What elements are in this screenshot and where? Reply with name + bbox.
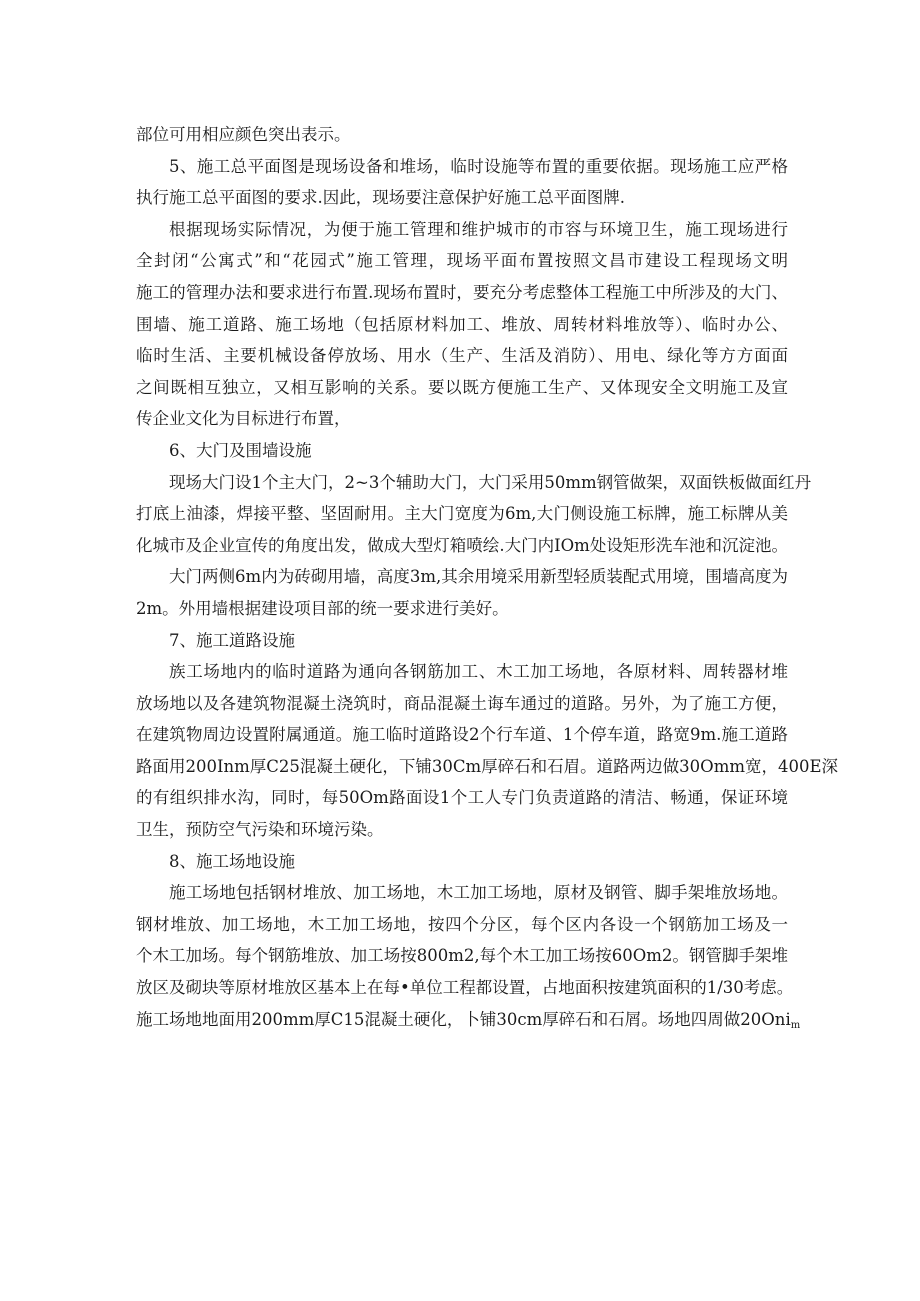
paragraph-line: 传企业文化为目标进行布置， xyxy=(136,409,351,429)
paragraph-line: 卫生，预防空气污染和环境污染。 xyxy=(136,820,384,840)
paragraph-line: 5、施工总平面图是现场设备和堆场，临时设施等布置的重要依据。现场施工应严格 xyxy=(169,156,788,176)
paragraph-line: 化城市及企业宣传的角度出发，做成大型灯箱喷绘.大门内IOm处设矩形洗车池和沉淀池。 xyxy=(136,535,788,555)
paragraph-line: 在建筑物周边设置附属通道。施工临时道路设2个行车道、1个停车道，路宽9m.施工道路 xyxy=(136,725,788,745)
paragraph-line: 路面用200Inm厚C25混凝土硬化，下铺30Cm厚碎石和石眉。道路两边做30Omm宽，400E深 xyxy=(136,756,839,776)
paragraph-line: 打底上油漆，焊接平整、坚固耐用。主大门宽度为6m,大门侧设施工标牌，施工标牌从美 xyxy=(136,504,788,524)
paragraph-line xyxy=(136,1004,801,1036)
paragraph-line-text: 施工场地地面用200mm厚C15混凝土硬化，卜铺30cm厚碎石和石屑。场地四周做20Oni xyxy=(136,1009,791,1029)
paragraph-line: 执行施工总平面图的要求.因此，现场要注意保护好施工总平面图牌. xyxy=(136,188,625,208)
document-body xyxy=(136,119,839,1035)
paragraph-line: 围墙、施工道路、施工场地（包括原材料加工、堆放、周转材料堆放等）、临时办公、 xyxy=(136,314,788,334)
paragraph-line: 之间既相互独立，又相互影响的关系。要以既方便施工生产、又体现安全文明施工及宣 xyxy=(136,377,788,397)
section-heading: 8、施工场地设施 xyxy=(169,851,295,871)
paragraph-line: 现场大门设1个主大门，2~3个辅助大门，大门采用50mm钢管做架，双面铁板做面红丹 xyxy=(169,472,812,492)
paragraph-line: 个木工加场。每个钢筋堆放、加工场按800m2,每个木工加工场按60Om2。钢管脚手架堆 xyxy=(136,946,788,966)
paragraph-line: 根据现场实际情况，为便于施工管理和维护城市的市容与环境卫生，施工现场进行 xyxy=(169,219,788,239)
section-heading: 6、大门及围墙设施 xyxy=(169,440,312,460)
paragraph-line: 钢材堆放、加工场地，木工加工场地，按四个分区，每个区内各设一个钢筋加工场及一 xyxy=(136,914,788,934)
paragraph-line: 2m。外用墙根据建设项目部的统一要求进行美好。 xyxy=(136,598,509,618)
paragraph-line: 族工场地内的临时道路为通向各钢筋加工、木工加工场地，各原材料、周转器材堆 xyxy=(169,662,788,682)
paragraph-line: 临时生活、主要机械设备停放场、用水（生产、生活及消防）、用电、绿化等方方面面 xyxy=(136,346,788,366)
paragraph-line: 部位可用相应颜色突出表示。 xyxy=(136,125,351,144)
paragraph-line: 大门两侧6m内为砖砌用墙，高度3m,其余用境采用新型轻质装配式用境，围墙高度为 xyxy=(169,567,788,587)
paragraph-line: 全封闭“公寓式”和“花园式”施工管理，现场平面布置按照文昌市建设工程现场文明 xyxy=(136,251,788,271)
section-heading: 7、施工道路设施 xyxy=(169,630,295,650)
paragraph-line: 施工场地包括钢材堆放、加工场地，木工加工场地，原材及钢管、脚手架堆放场地。 xyxy=(169,883,788,903)
paragraph-line: 的有组织排水沟，同时，每50Om路面设1个工人专门负责道路的清洁、畅通，保证环境 xyxy=(136,788,788,808)
paragraph-line: 放场地以及各建筑物混凝土浇筑时，商品混凝土诲车通过的道路。另外，为了施工方便， xyxy=(136,693,788,713)
paragraph-line: 施工的管理办法和要求进行布置.现场布置时，要充分考虑整体工程施工中所涉及的大门、 xyxy=(136,282,788,302)
paragraph-line: 放区及砌块等原材堆放区基本上在每•单位工程都设置，占地面积按建筑面积的1/30考虑。 xyxy=(136,978,794,998)
subscript-text: m xyxy=(790,1019,801,1031)
